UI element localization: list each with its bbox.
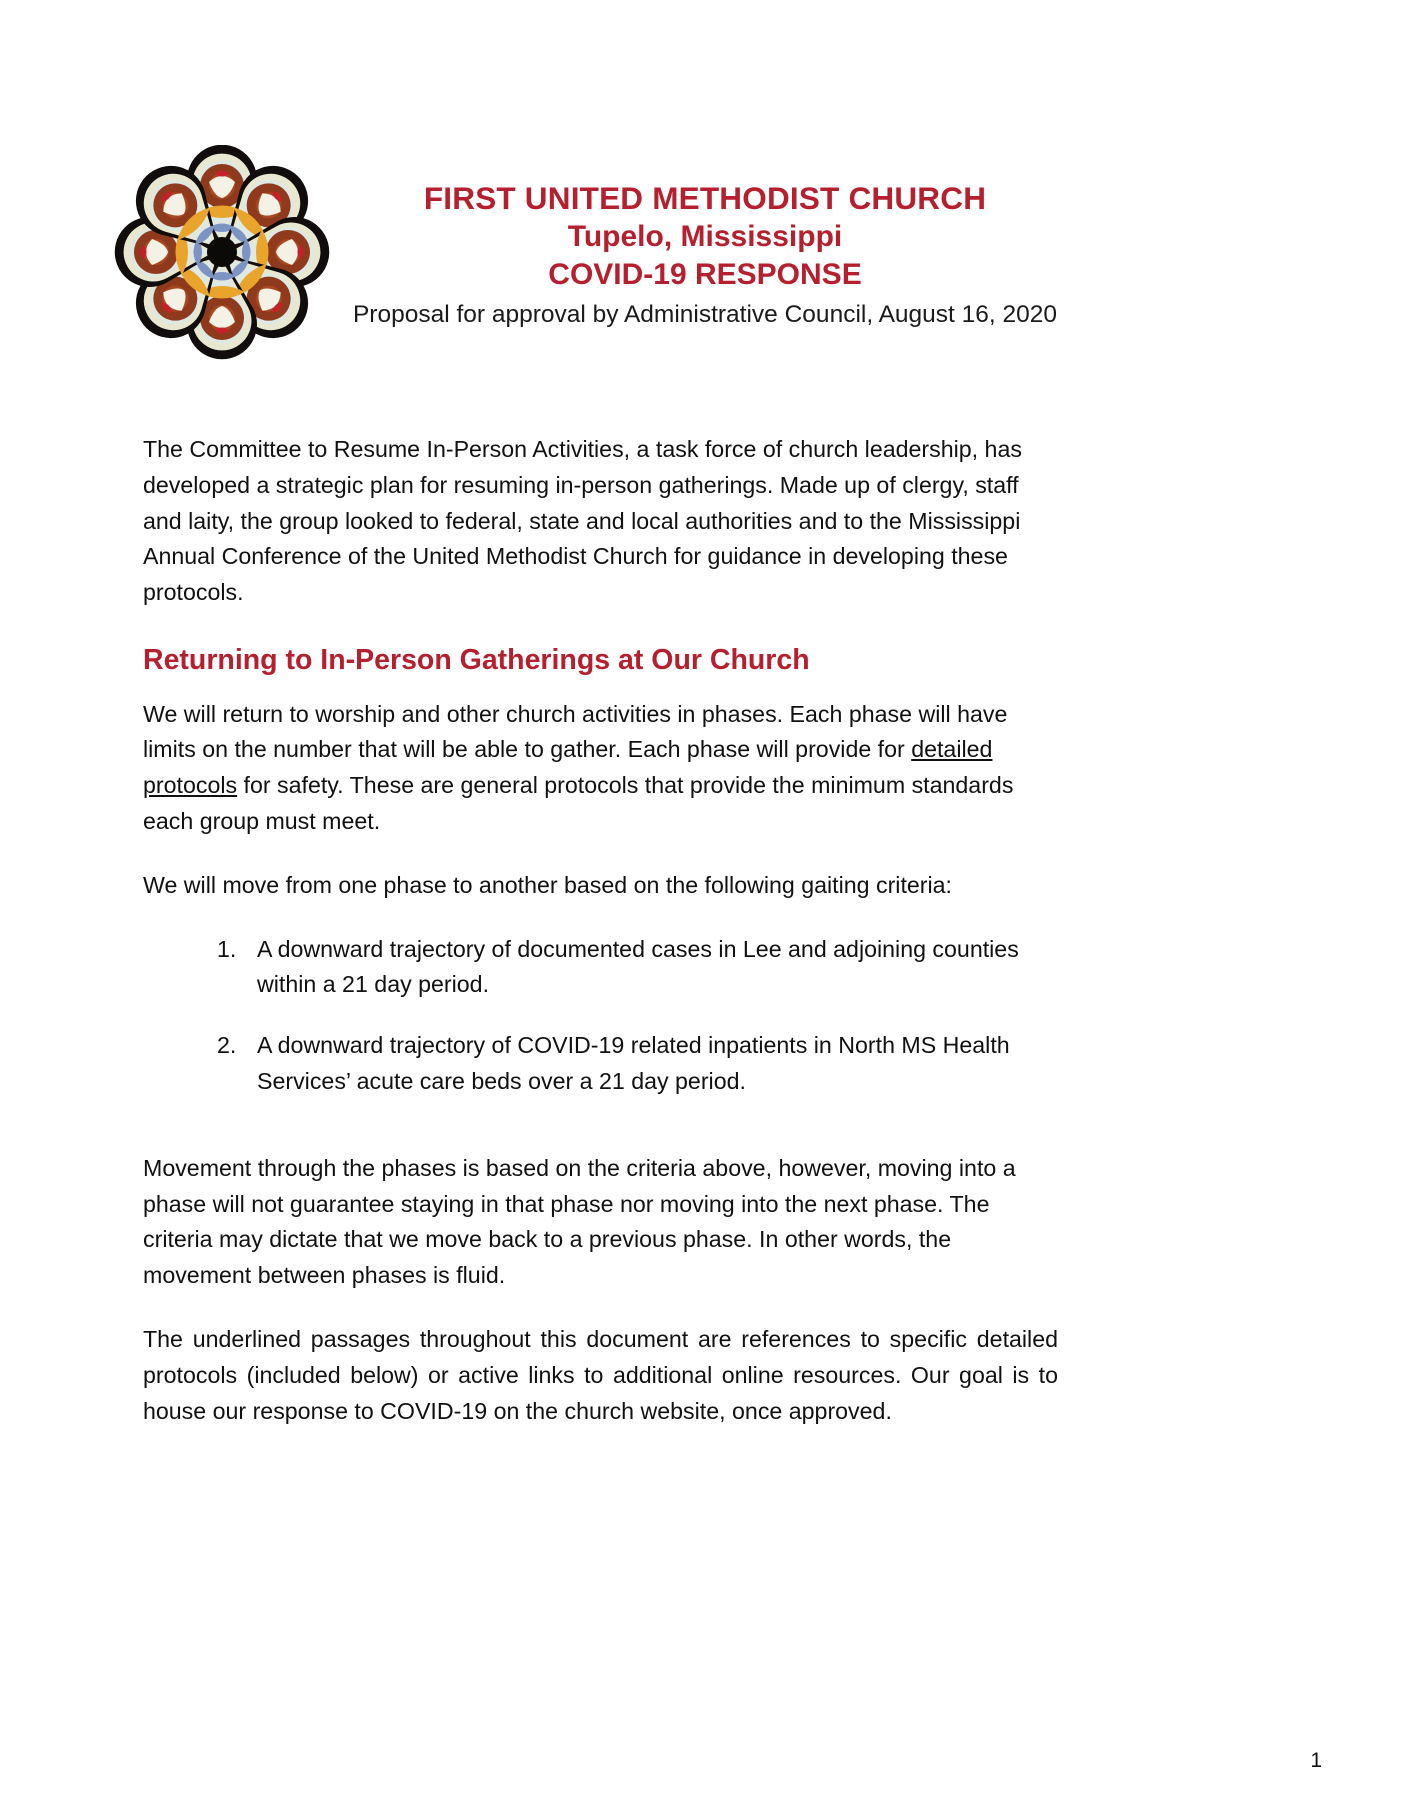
intro-paragraph: The Committee to Resume In-Person Activities, a task force of church leadership, has developed a strategic plan for resuming in-person gatherings. Made up of clergy, staff and laity, the group looked to federal, state and local authorities and to the Mississippi Annual Conference of the United Methodist Church for guidance in developing these protocols.: [143, 436, 1022, 606]
underlined-passages-paragraph: The underlined passages throughout this document are references to specific detailed protocols (included below) or active links to additional online resources. Our goal is to house our response to COVID-19 on the church website, once approved.: [143, 1325, 1058, 1424]
detailed-protocols-link[interactable]: detailed protocols: [143, 736, 993, 799]
header-titles: [335, 180, 1075, 331]
church-name: FIRST UNITED METHODIST CHURCH: [423, 180, 987, 216]
document-body: [143, 432, 1058, 1457]
church-location: Tupelo, Mississippi: [567, 220, 843, 254]
document-type-title: COVID-19 RESPONSE: [548, 258, 862, 292]
phases-paragraph: [143, 697, 1058, 840]
gaiting-criteria-list: [143, 932, 1058, 1100]
list-spacer: [143, 1125, 1058, 1151]
gaiting-criteria-intro: We will move from one phase to another based on the following gaiting criteria:: [143, 871, 953, 898]
phases-paragraph-part2: for safety. These are general protocols that provide the minimum standards each group must meet.: [143, 772, 1014, 834]
list-item: A downward trajectory of documented cases in Lee and adjoining counties within a 21 day period.: [257, 935, 1019, 998]
document-header: [0, 140, 1406, 370]
phases-paragraph-part1: We will return to worship and other church activities in phases. Each phase will have limits on the number that will be able to gather. Each phase will provide for: [143, 700, 1008, 763]
section-heading: Returning to In-Person Gatherings at Our Church: [143, 643, 810, 676]
list-item: A downward trajectory of COVID-19 related inpatients in North MS Health Services’ acute care beds over a 21 day period.: [257, 1032, 1010, 1094]
movement-paragraph: Movement through the phases is based on the criteria above, however, moving into a phase will not guarantee staying in that phase nor moving into the next phase. The criteria may dictate that we move back to a previous phase. In other words, the movement between phases is fluid.: [143, 1154, 1016, 1289]
page-number: 1: [1310, 1749, 1322, 1772]
document-subtitle: Proposal for approval by Administrative Council, August 16, 2020: [352, 301, 1058, 329]
rose-window-logo: [112, 145, 332, 360]
